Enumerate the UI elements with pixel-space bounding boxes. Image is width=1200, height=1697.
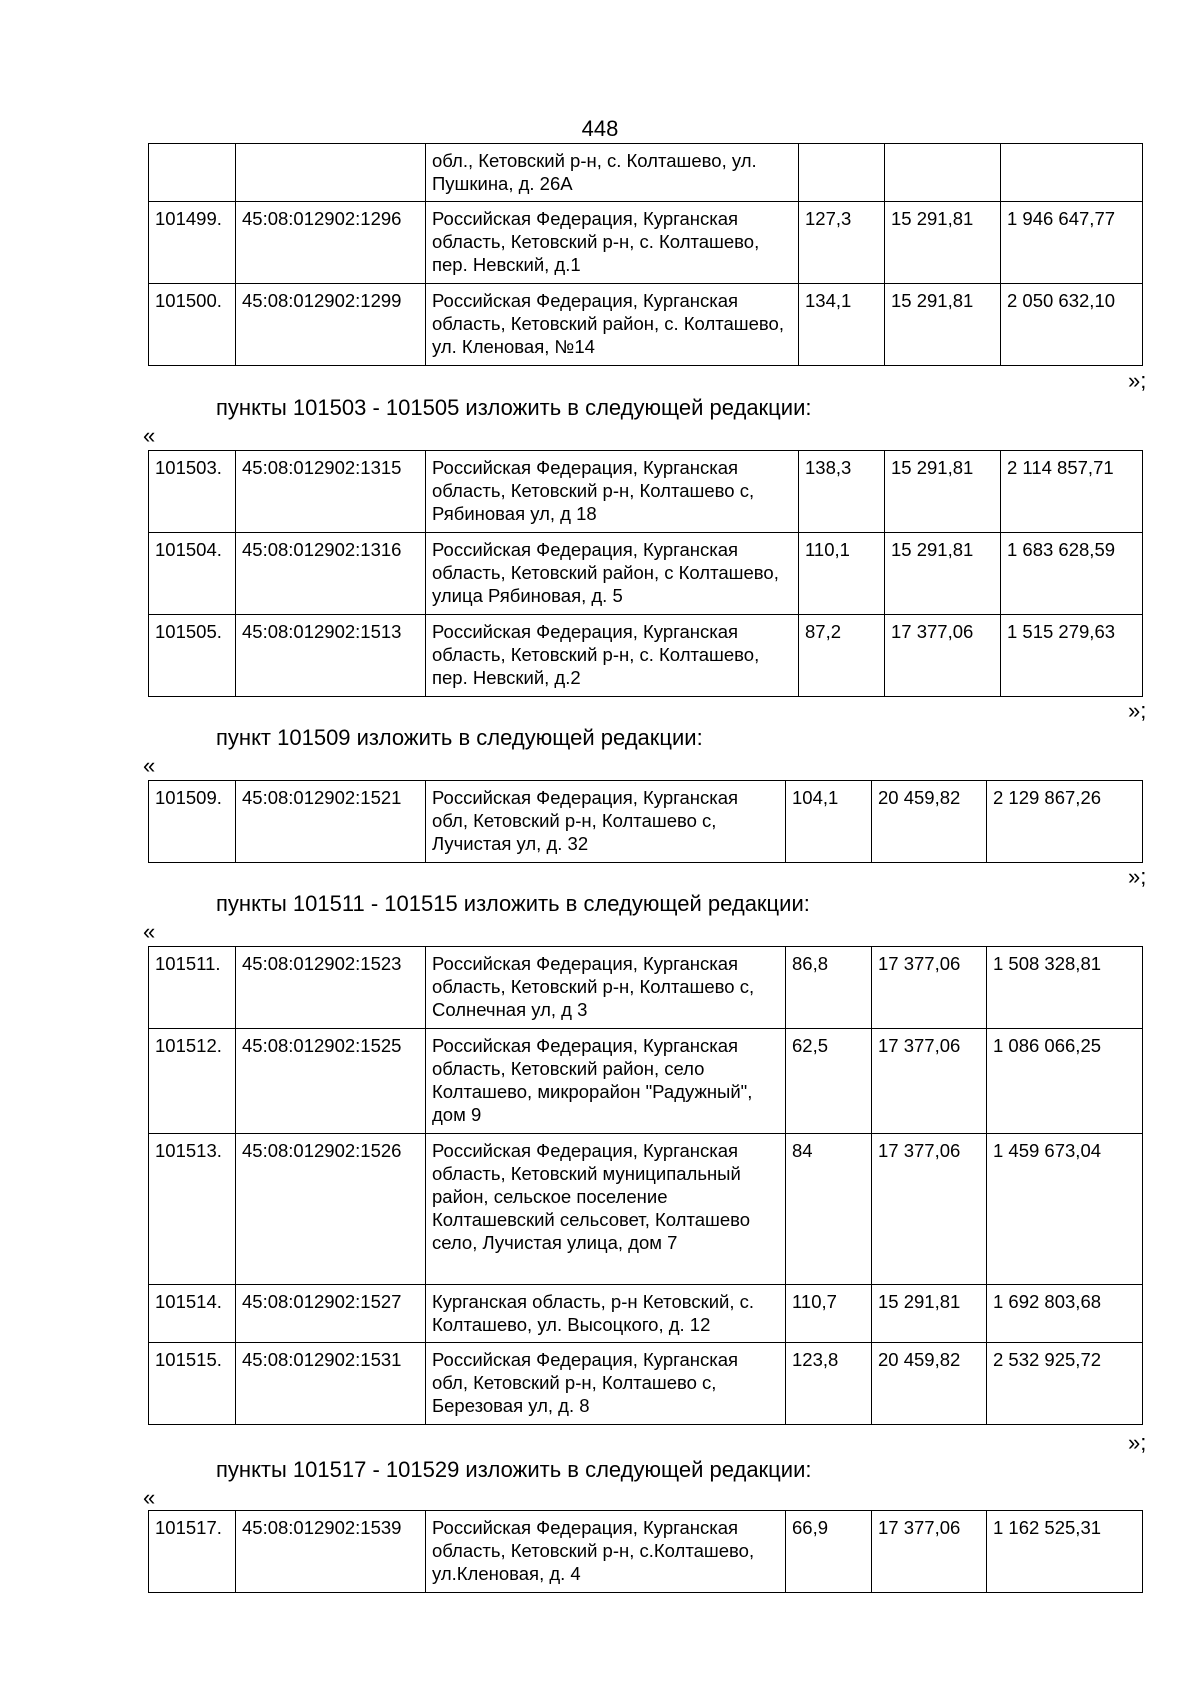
row-number: 101500. — [149, 284, 236, 366]
address: Российская Федерация, Курганская область, Кетовский район, с Колташево, улица Рябиновая, д. 5 — [426, 533, 799, 615]
amendment-instruction: пункты 101503 - 101505 изложить в следующей редакции: — [216, 395, 812, 420]
area: 104,1 — [786, 781, 872, 863]
unit-price: 15 291,81 — [885, 451, 1001, 533]
address: Российская Федерация, Курганская область, Кетовский р-н, Колташево с, Рябиновая ул, д 18 — [426, 451, 799, 533]
address: Российская Федерация, Курганская область, Кетовский район, с. Колташево, ул. Кленовая, №14 — [426, 284, 799, 366]
table-row — [149, 1134, 1143, 1285]
table-row — [149, 1343, 1143, 1425]
cadastral-value: 1 508 328,81 — [987, 947, 1143, 1029]
cadastral-number: 45:08:012902:1315 — [236, 451, 426, 533]
unit-price: 15 291,81 — [885, 284, 1001, 366]
row-number: 101512. — [149, 1029, 236, 1134]
cadastral-value: 2 532 925,72 — [987, 1343, 1143, 1425]
closing-quote: »; — [1128, 698, 1147, 723]
property-table-0 — [148, 143, 1143, 366]
row-number — [149, 144, 236, 202]
cadastral-number: 45:08:012902:1299 — [236, 284, 426, 366]
cadastral-value: 1 692 803,68 — [987, 1285, 1143, 1343]
table-row — [149, 144, 1143, 202]
cadastral-number: 45:08:012902:1525 — [236, 1029, 426, 1134]
property-table-4 — [148, 1510, 1143, 1593]
address: Российская Федерация, Курганская обл, Кетовский р-н, Колташево с, Лучистая ул, д. 32 — [426, 781, 786, 863]
unit-price: 15 291,81 — [885, 533, 1001, 615]
address: обл., Кетовский р-н, с. Колташево, ул. Пушкина, д. 26А — [426, 144, 799, 202]
area: 86,8 — [786, 947, 872, 1029]
cadastral-value: 2 050 632,10 — [1001, 284, 1143, 366]
row-number: 101509. — [149, 781, 236, 863]
unit-price: 17 377,06 — [872, 1134, 987, 1285]
area: 87,2 — [799, 615, 885, 697]
cadastral-value: 1 946 647,77 — [1001, 202, 1143, 284]
cadastral-value: 2 114 857,71 — [1001, 451, 1143, 533]
row-number: 101514. — [149, 1285, 236, 1343]
table-row — [149, 284, 1143, 366]
cadastral-number: 45:08:012902:1523 — [236, 947, 426, 1029]
address: Российская Федерация, Курганская область, Кетовский р-н, с. Колташево, пер. Невский, д.1 — [426, 202, 799, 284]
unit-price: 20 459,82 — [872, 781, 987, 863]
area: 66,9 — [786, 1511, 872, 1593]
closing-quote: »; — [1128, 1430, 1147, 1455]
cadastral-value: 1 086 066,25 — [987, 1029, 1143, 1134]
opening-quote: « — [143, 423, 156, 448]
row-number: 101503. — [149, 451, 236, 533]
cadastral-number: 45:08:012902:1526 — [236, 1134, 426, 1285]
cadastral-value: 1 683 628,59 — [1001, 533, 1143, 615]
property-table-2 — [148, 780, 1143, 863]
closing-quote: »; — [1128, 368, 1147, 393]
row-number: 101511. — [149, 947, 236, 1029]
closing-quote: »; — [1128, 864, 1147, 889]
address: Российская Федерация, Курганская область, Кетовский р-н, с. Колташево, пер. Невский, д.2 — [426, 615, 799, 697]
area: 110,7 — [786, 1285, 872, 1343]
area: 127,3 — [799, 202, 885, 284]
page-number: 448 — [581, 116, 619, 141]
address: Российская Федерация, Курганская обл, Кетовский р-н, Колташево с, Березовая ул, д. 8 — [426, 1343, 786, 1425]
cadastral-number: 45:08:012902:1296 — [236, 202, 426, 284]
unit-price: 17 377,06 — [872, 947, 987, 1029]
row-number: 101513. — [149, 1134, 236, 1285]
unit-price: 15 291,81 — [885, 202, 1001, 284]
opening-quote: « — [143, 919, 156, 944]
table-row — [149, 1511, 1143, 1593]
table-row — [149, 1029, 1143, 1134]
property-table-1 — [148, 450, 1143, 697]
area: 134,1 — [799, 284, 885, 366]
amendment-instruction: пункт 101509 изложить в следующей редакции: — [216, 725, 703, 750]
cadastral-value: 1 459 673,04 — [987, 1134, 1143, 1285]
row-number: 101499. — [149, 202, 236, 284]
address: Российская Федерация, Курганская область, Кетовский район, село Колташево, микрорайон "Радужный", дом 9 — [426, 1029, 786, 1134]
table-row — [149, 533, 1143, 615]
row-number: 101515. — [149, 1343, 236, 1425]
unit-price: 15 291,81 — [872, 1285, 987, 1343]
opening-quote: « — [143, 1485, 156, 1510]
address: Российская Федерация, Курганская область, Кетовский р-н, Колташево с, Солнечная ул, д 3 — [426, 947, 786, 1029]
unit-price: 17 377,06 — [872, 1511, 987, 1593]
row-number: 101504. — [149, 533, 236, 615]
area: 138,3 — [799, 451, 885, 533]
area: 110,1 — [799, 533, 885, 615]
cadastral-value: 1 162 525,31 — [987, 1511, 1143, 1593]
opening-quote: « — [143, 753, 156, 778]
table-row — [149, 202, 1143, 284]
unit-price — [885, 144, 1001, 202]
area: 123,8 — [786, 1343, 872, 1425]
unit-price: 20 459,82 — [872, 1343, 987, 1425]
address: Российская Федерация, Курганская область, Кетовский р-н, с.Колташево, ул.Кленовая, д. 4 — [426, 1511, 786, 1593]
cadastral-number: 45:08:012902:1531 — [236, 1343, 426, 1425]
cadastral-value — [1001, 144, 1143, 202]
cadastral-value: 2 129 867,26 — [987, 781, 1143, 863]
table-row — [149, 615, 1143, 697]
area: 84 — [786, 1134, 872, 1285]
amendment-instruction: пункты 101511 - 101515 изложить в следующей редакции: — [216, 891, 810, 916]
cadastral-number: 45:08:012902:1513 — [236, 615, 426, 697]
property-table-3 — [148, 946, 1143, 1425]
table-row — [149, 947, 1143, 1029]
cadastral-number: 45:08:012902:1539 — [236, 1511, 426, 1593]
area: 62,5 — [786, 1029, 872, 1134]
cadastral-number: 45:08:012902:1316 — [236, 533, 426, 615]
cadastral-number: 45:08:012902:1527 — [236, 1285, 426, 1343]
area — [799, 144, 885, 202]
row-number: 101517. — [149, 1511, 236, 1593]
table-row — [149, 451, 1143, 533]
address: Курганская область, р-н Кетовский, с. Колташево, ул. Высоцкого, д. 12 — [426, 1285, 786, 1343]
unit-price: 17 377,06 — [885, 615, 1001, 697]
table-row — [149, 1285, 1143, 1343]
amendment-instruction: пункты 101517 - 101529 изложить в следующей редакции: — [216, 1457, 812, 1482]
unit-price: 17 377,06 — [872, 1029, 987, 1134]
address: Российская Федерация, Курганская область, Кетовский муниципальный район, сельское поселение Колташевский сельсовет, Колташево село, Лучистая улица, дом 7 — [426, 1134, 786, 1285]
table-row — [149, 781, 1143, 863]
cadastral-number: 45:08:012902:1521 — [236, 781, 426, 863]
cadastral-number — [236, 144, 426, 202]
row-number: 101505. — [149, 615, 236, 697]
cadastral-value: 1 515 279,63 — [1001, 615, 1143, 697]
